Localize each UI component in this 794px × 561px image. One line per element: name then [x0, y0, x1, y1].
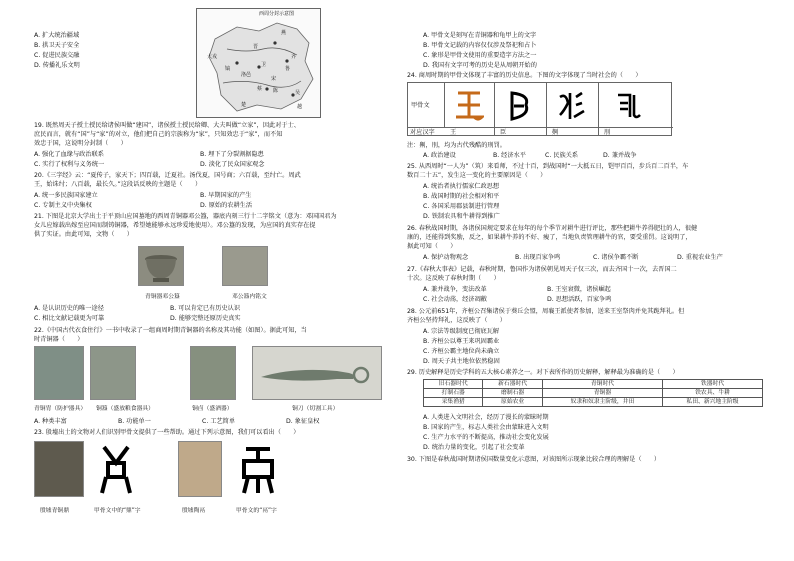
caption: 青铜胄（防护器具）	[34, 406, 87, 412]
q24-option-a[interactable]: A. 政治建设	[423, 152, 456, 159]
table-cell: 铁农具、牛耕	[663, 389, 763, 398]
map-label: 蔡	[257, 86, 263, 92]
q26-option-c[interactable]: C. 诸侯争霸不断	[593, 254, 639, 261]
q18-option-d[interactable]: D. 传播礼乐文明	[34, 62, 80, 69]
q24-table	[407, 82, 672, 136]
caption: 殷墟陶鬲	[182, 508, 206, 514]
q20-option-a[interactable]: A. 统一多民族国家建立	[34, 192, 98, 199]
q18-option-b[interactable]: B. 拱卫天子安全	[34, 42, 80, 49]
q21-line: 供了实证。由此可知，文物（ ）	[34, 231, 133, 238]
map-label: 陈	[273, 88, 279, 94]
q21-line: 女儿应嫁载出嫁至应国而制铸铜器，希望她能够永远珍爱地使用）。邓公簋的发现，为应国的真实存在提	[34, 222, 316, 229]
map-label: 燕	[281, 30, 287, 36]
q26-line: 据此可知（ ）	[407, 243, 457, 250]
table-cell: 新石器时代	[483, 380, 542, 389]
caption: 邓公簋内铭文	[232, 294, 267, 300]
oracle-yue-glyph	[612, 89, 642, 123]
q24-question: 24. 商周时期的甲骨文体现了丰富的历史信息。下图的文字体现了当时社会的（ ）	[407, 72, 642, 79]
q18-option-c[interactable]: C. 促进民族交融	[34, 52, 80, 59]
q26-line: 康的，还能得到奖励，反之，如果耕牛养的不好、瘦了，当地负责管理耕牛的官，要受重罚。这说明了，	[407, 234, 692, 241]
q26-option-a[interactable]: A. 保护动物观念	[423, 254, 469, 261]
q24-char: 王	[450, 129, 457, 136]
q29-option-c[interactable]: C. 生产力水平的不断提高，推动社会变化发展	[423, 434, 549, 441]
oracle-yi-glyph	[556, 89, 586, 123]
map-label: 卫	[261, 62, 267, 68]
ding-glyph-icon	[94, 441, 138, 497]
table-row	[424, 389, 763, 398]
oracle-wang-glyph	[454, 89, 484, 123]
bronze-knife-photo	[252, 346, 382, 400]
q29-option-d[interactable]: D. 统治力量的变化，引起了社会变革	[423, 444, 525, 451]
caption: 殷墟青铜鼎	[40, 508, 69, 514]
q19-option-d[interactable]: D. 淡化了民众国家观念	[200, 161, 265, 168]
table-cell: 青铜时代	[542, 380, 662, 389]
table-cell: 采集渔猎	[424, 398, 483, 407]
table-cell: 磨制石器	[483, 389, 542, 398]
q28-line: 齐桓公坚持拜礼，这反映了（ ）	[407, 317, 506, 324]
table-cell: 私田、新兴地主阶级	[663, 398, 763, 407]
q21-option-b[interactable]: B. 可以肯定已有历史认识	[170, 305, 241, 312]
yinxu-ding-photo	[34, 441, 84, 497]
q30-question: 30. 下图是春秋战国时期诸侯国数量变化示意图，对该图所示现象比较合理的理解是（ ）	[407, 456, 661, 463]
q27-option-d[interactable]: D. 思想活跃，百家争鸣	[547, 296, 612, 303]
q23-option-d[interactable]: D. 我国有文字可考的历史是从周朝开始的	[423, 62, 537, 69]
q21-line: 21. 下图是北京大学出土于平顶山应国墓地的西周青铜器邓公簋，器底内刻三行十二字铭文（意为：邓国国君为	[34, 213, 337, 220]
caption: 甲骨文的“鬲”字	[236, 508, 277, 514]
q24-char: 刖	[604, 129, 611, 136]
q20-line: 20.《三字经》云：“夏传子，家天下；四百载，迁夏社。汤伐夏，国号商；六百载，至纣亡。周武	[34, 172, 301, 179]
q27-line: 27.《春秋大事表》记载，春秋时期，鲁国作为诸侯朝见周天子仅三次，而去齐国十一次，去晋国二	[407, 266, 677, 273]
map-graphic	[197, 9, 320, 117]
q27-option-c[interactable]: C. 社会动荡，经济凋敝	[423, 296, 487, 303]
q26-option-b[interactable]: B. 出现百家争鸣	[515, 254, 561, 261]
oracle-chen-glyph	[504, 89, 534, 123]
q24-option-b[interactable]: B. 经济水平	[493, 152, 526, 159]
q25-option-c[interactable]: C. 各国采用郡县制进行管理	[423, 203, 500, 210]
knife-icon	[253, 347, 381, 399]
q27-option-b[interactable]: B. 王室衰微，诸侯崛起	[547, 286, 611, 293]
q18-option-a[interactable]: A. 扩大统治疆域	[34, 32, 80, 39]
q22-line: 22.《中国古代衣食住行》一书中收录了一组商周时期青铜器的名称及其功能（如图）。据此可知，当	[34, 327, 307, 334]
q21-option-a[interactable]: A. 是认识历史的唯一途径	[34, 305, 104, 312]
q19-line: 庶民而言，就有“国”与“家”的对立，他们把自己的宗族称为“家”，只知效忠于“家”，而不知	[34, 131, 283, 138]
oracle-ding-glyph	[94, 441, 138, 497]
map-label: 吴	[295, 90, 301, 96]
q22-option-c[interactable]: C. 工艺简单	[202, 418, 236, 425]
q24-note: 注：劓，刖，均为古代残酷的刑罚。	[407, 142, 506, 149]
caption: 铜卣（盛酒器）	[192, 406, 233, 412]
q27-line: 十次。这反映了春秋时期（ ）	[407, 275, 500, 282]
q21-option-d[interactable]: D. 能够完整还原历史真实	[170, 315, 241, 322]
q25-option-b[interactable]: B. 战国时期的社会相对和平	[423, 193, 500, 200]
q24-option-c[interactable]: C. 民族关系	[545, 152, 579, 159]
map-label: 大戎	[207, 54, 218, 60]
q22-option-a[interactable]: A. 种类丰富	[34, 418, 67, 425]
yinxu-li-photo	[178, 441, 222, 497]
q20-option-c[interactable]: C. 专制主义中央集权	[34, 202, 92, 209]
oracle-li-glyph	[236, 441, 280, 497]
q19-option-c[interactable]: C. 实行了权利与义务统一	[34, 161, 105, 168]
table-cell: 青铜器	[542, 389, 662, 398]
q27-option-a[interactable]: A. 兼并战争，变法改革	[423, 286, 487, 293]
q25-option-a[interactable]: A. 统治者执行儒家仁政思想	[423, 183, 500, 190]
q29-option-b[interactable]: B. 国家的产生，标志人类社会由蒙昧进入文明	[423, 424, 549, 431]
q24-char: 劓	[552, 129, 559, 136]
map-label: 鲁	[285, 66, 291, 72]
q25-line: 25. 从西周时“一人为”（筑）来看师，不过十百，到战国时“一大抵五日，铠甲百百，步兵百二百半，车	[407, 163, 689, 170]
q28-option-b[interactable]: B. 齐桓公以尊王来巩固霸业	[423, 338, 500, 345]
q20-option-d[interactable]: D. 原始的农耕生活	[200, 202, 253, 209]
table-cell: 奴隶和奴隶主阶级，井田	[542, 398, 662, 407]
table-cell: 原始农业	[483, 398, 542, 407]
q19-line: 19. 既然周天子授土授民给诸侯叫做“建国”，诸侯授土授民给卿、大夫叫做“立家”，因此对于士、	[34, 122, 300, 129]
q24-row-label: 甲骨文	[411, 102, 430, 109]
q25-option-d[interactable]: D. 铁制农具和牛耕得到推广	[423, 213, 500, 220]
inscription-photo	[222, 246, 268, 286]
q24-char: 臣	[500, 129, 507, 136]
map-label: 洛邑	[241, 72, 252, 78]
bronze-you-photo	[190, 346, 236, 400]
bronze-gui-photo	[90, 346, 136, 400]
q29-option-a[interactable]: A. 人类进入文明社会，经历了漫长的蒙昧时期	[423, 414, 549, 421]
q26-option-d[interactable]: D. 重视农业生产	[677, 254, 723, 261]
q23-option-c[interactable]: C. 象形是甲骨文使用的重要造字方法之一	[423, 52, 537, 59]
map-label: 宋	[271, 76, 277, 82]
deng-gong-gui-photo	[138, 246, 184, 286]
q19-option-b[interactable]: B. 埋下了分裂割据隐患	[200, 151, 264, 158]
q22-option-b[interactable]: B. 功能单一	[118, 418, 151, 425]
q22-line: 时青铜器（ ）	[34, 336, 84, 343]
caption: 甲骨文中的“鼎”字	[94, 508, 141, 514]
q26-line: 26. 春秋战国时期，各诸侯国规定要求在每年的每个季节对耕牛进行评比，那些把耕牛养得肥壮的人，很健	[407, 225, 698, 232]
q24-option-d[interactable]: D. 兼并战争	[603, 152, 637, 159]
q20-line: 王，始诛纣；八百载，最长久。”这段话反映的主题是（ ）	[34, 181, 202, 188]
li-glyph-icon	[236, 441, 280, 497]
q29-question: 29. 历史解释是历史学科的五大核心素养之一。对下表所作的历史解释，解释最为准确的是（ ）	[407, 369, 679, 376]
caption: 铜簋（盛放粮食器具）	[96, 406, 154, 412]
table-cell: 旧石器时代	[424, 380, 483, 389]
q23-option-b[interactable]: B. 甲骨文记载的内容仅仅涉及祭祀和占卜	[423, 42, 537, 49]
map-label: 齐	[291, 54, 297, 60]
q19-option-a[interactable]: A. 强化了血缘与政治联系	[34, 151, 104, 158]
table-row	[424, 398, 763, 407]
q23-option-a[interactable]: A. 甲骨文是刻写在青铜器和龟甲上的文字	[423, 32, 537, 39]
table-cell: 铁器时代	[663, 380, 763, 389]
q28-option-a[interactable]: A. 宗法等级制度已彻底瓦解	[423, 328, 500, 335]
bronze-vessel-icon	[139, 247, 183, 285]
q25-line: 数百二十五”，发生这一变化的主要原因是（ ）	[407, 172, 547, 179]
caption: 铜刀（切割工具）	[292, 406, 339, 412]
q23-question: 23. 殷墟出土的文物对人们识别甲骨文提供了一些帮助。通过下列示意图，我们可以看出（ ）	[34, 429, 300, 436]
q29-table	[423, 379, 763, 407]
q19-line: 效忠于国，这说明分封制（ ）	[34, 140, 127, 147]
map-label: 镐	[225, 66, 231, 72]
caption: 青铜器邓公簋	[145, 294, 180, 300]
q24-row-label: 对应汉字	[410, 129, 435, 136]
table-cell: 打制石器	[424, 389, 483, 398]
q20-option-b[interactable]: B. 早期国家的产生	[200, 192, 252, 199]
western-zhou-map	[196, 8, 321, 118]
map-label: 越	[297, 104, 303, 110]
map-title: 西周分封示意图	[259, 11, 295, 17]
q21-option-c[interactable]: C. 相比文献记载更为可靠	[34, 315, 105, 322]
q28-option-c[interactable]: C. 齐桓公霸主地位尚未确立	[423, 348, 500, 355]
map-label: 晋	[253, 44, 259, 50]
q28-option-d[interactable]: D. 周天子共主地位依然稳固	[423, 358, 500, 365]
q22-option-d[interactable]: D. 象征皇权	[286, 418, 320, 425]
q28-line: 28. 公元前651年，齐桓公召集诸侯于葵丘会盟，周襄王派使者参加，送来王室祭肉并免其跪拜礼。但	[407, 308, 685, 315]
table-row	[424, 380, 763, 389]
map-label: 楚	[241, 102, 247, 108]
bronze-helmet-photo	[34, 346, 84, 400]
